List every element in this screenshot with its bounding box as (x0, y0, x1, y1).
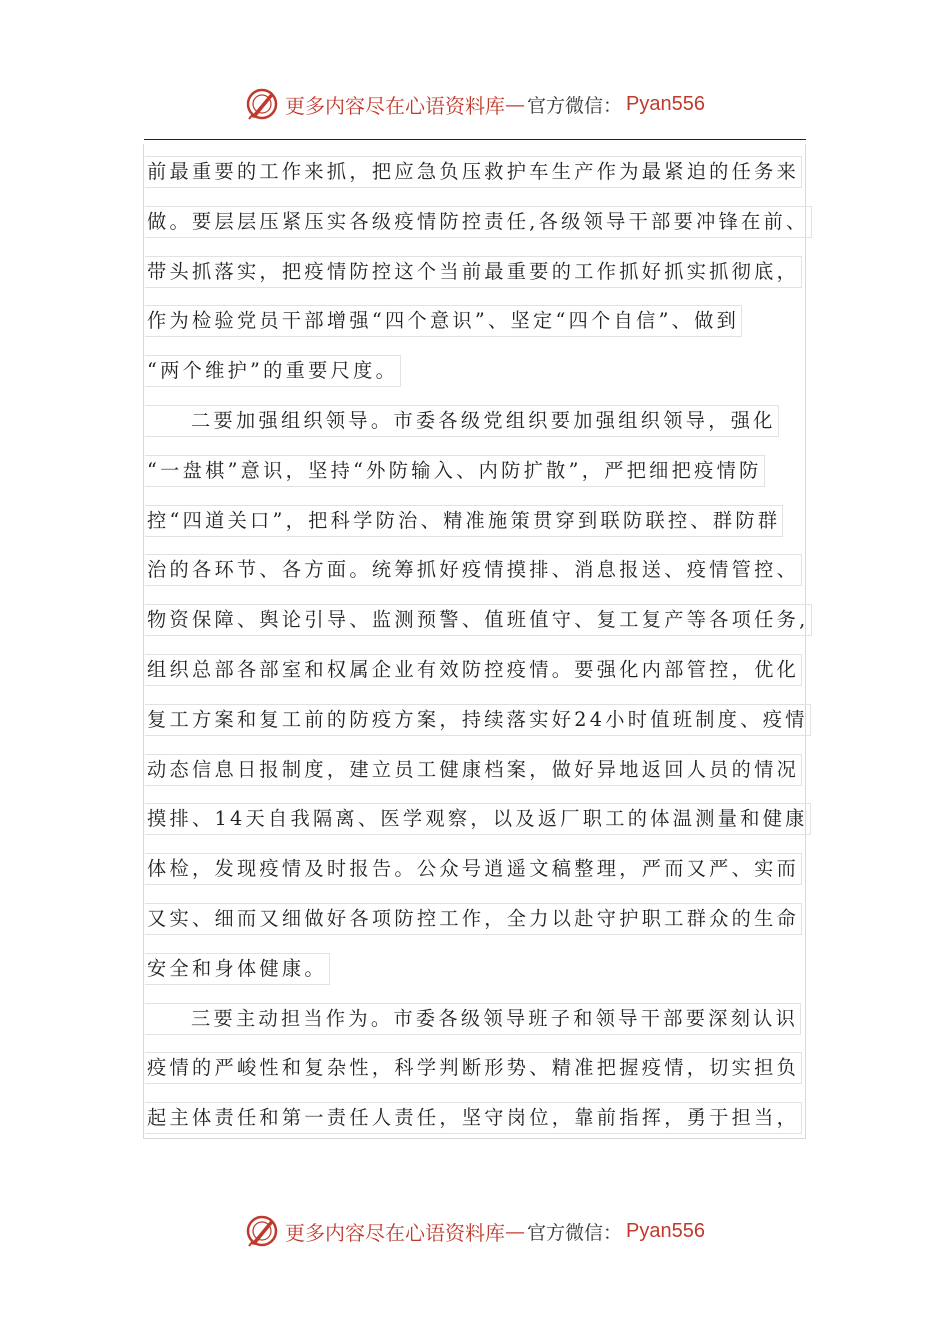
text-line-content: “两个维护”的重要尺度。 (145, 355, 401, 387)
text-line-content: 复工方案和复工前的防疫方案，持续落实好24小时值班制度、疫情 (145, 704, 811, 736)
text-line (145, 355, 825, 405)
text-line-content: 摸排、14天自我隔离、医学观察，以及返厂职工的体温测量和健康 (145, 803, 811, 835)
text-line (145, 156, 825, 206)
text-line (145, 1102, 825, 1152)
text-line-content: 组织总部各部室和权属企业有效防控疫情。要强化内部管控，优化 (145, 654, 802, 686)
header-banner (0, 84, 950, 124)
banner-wechat-id: Pyan556 (626, 92, 705, 115)
banner-site-text: 更多内容尽在心语资料库 (285, 1220, 505, 1245)
text-line (145, 505, 825, 555)
banner-wechat-label: 官方微信： (527, 1221, 623, 1244)
text-line-content: 动态信息日报制度，建立员工健康档案，做好异地返回人员的情况 (145, 754, 802, 786)
text-line-content: 二要加强组织领导。市委各级党组织要加强组织领导，强化 (145, 405, 779, 437)
text-line-content: 疫情的严峻性和复杂性，科学判断形势、精准把握疫情，切实担负 (145, 1052, 802, 1084)
text-line (145, 654, 825, 704)
text-line (145, 803, 825, 853)
quill-logo-icon (245, 87, 279, 121)
text-line-content: 安全和身体健康。 (145, 953, 330, 985)
text-line (145, 455, 825, 505)
text-line (145, 754, 825, 804)
text-line (145, 903, 825, 953)
banner-site-text: 更多内容尽在心语资料库 (285, 93, 505, 118)
text-line-content: 治的各环节、各方面。统筹抓好疫情摸排、消息报送、疫情管控、 (145, 554, 802, 586)
quill-logo-icon (245, 1214, 279, 1248)
text-line-content: 起主体责任和第一责任人责任，坚守岗位，靠前指挥，勇于担当， (145, 1102, 802, 1134)
text-line-content: 控“四道关口”，把科学防治、精准施策贯穿到联防联控、群防群 (145, 505, 783, 537)
footer-banner (0, 1211, 950, 1251)
text-line (145, 704, 825, 754)
text-line (145, 305, 825, 355)
text-line (145, 604, 825, 654)
text-line (145, 853, 825, 903)
text-line (145, 206, 825, 256)
text-line (145, 1003, 825, 1053)
text-line-content: 前最重要的工作来抓，把应急负压救护车生产作为最紧迫的任务来 (145, 156, 802, 188)
text-line-content: 又实、细而又细做好各项防控工作，全力以赴守护职工群众的生命 (145, 903, 802, 935)
text-line-content: 物资保障、舆论引导、监测预警、值班值守、复工复产等各项任务, (145, 604, 812, 636)
text-line (145, 554, 825, 604)
banner-separator: — (505, 92, 525, 116)
text-line-content: “一盘棋”意识，坚持“外防输入、内防扩散”，严把细把疫情防 (145, 455, 765, 487)
text-line-content: 体检，发现疫情及时报告。公众号逍遥文稿整理，严而又严、实而 (145, 853, 802, 885)
banner-wechat-label: 官方微信： (527, 94, 623, 117)
text-line-content: 作为检验党员干部增强“四个意识”、坚定“四个自信”、做到 (145, 305, 742, 337)
text-line-content: 做。要层层压紧压实各级疫情防控责任,各级领导干部要冲锋在前、 (145, 206, 812, 238)
text-line-content: 带头抓落实，把疫情防控这个当前最重要的工作抓好抓实抓彻底， (145, 256, 802, 288)
text-line (145, 256, 825, 306)
banner-separator: — (505, 1219, 525, 1243)
text-line (145, 953, 825, 1003)
text-line-content: 三要主动担当作为。市委各级领导班子和领导干部要深刻认识 (145, 1003, 801, 1035)
text-line (145, 1052, 825, 1102)
document-body (145, 156, 825, 1152)
header-divider (144, 139, 806, 140)
banner-wechat-id: Pyan556 (626, 1219, 705, 1242)
text-line (145, 405, 825, 455)
